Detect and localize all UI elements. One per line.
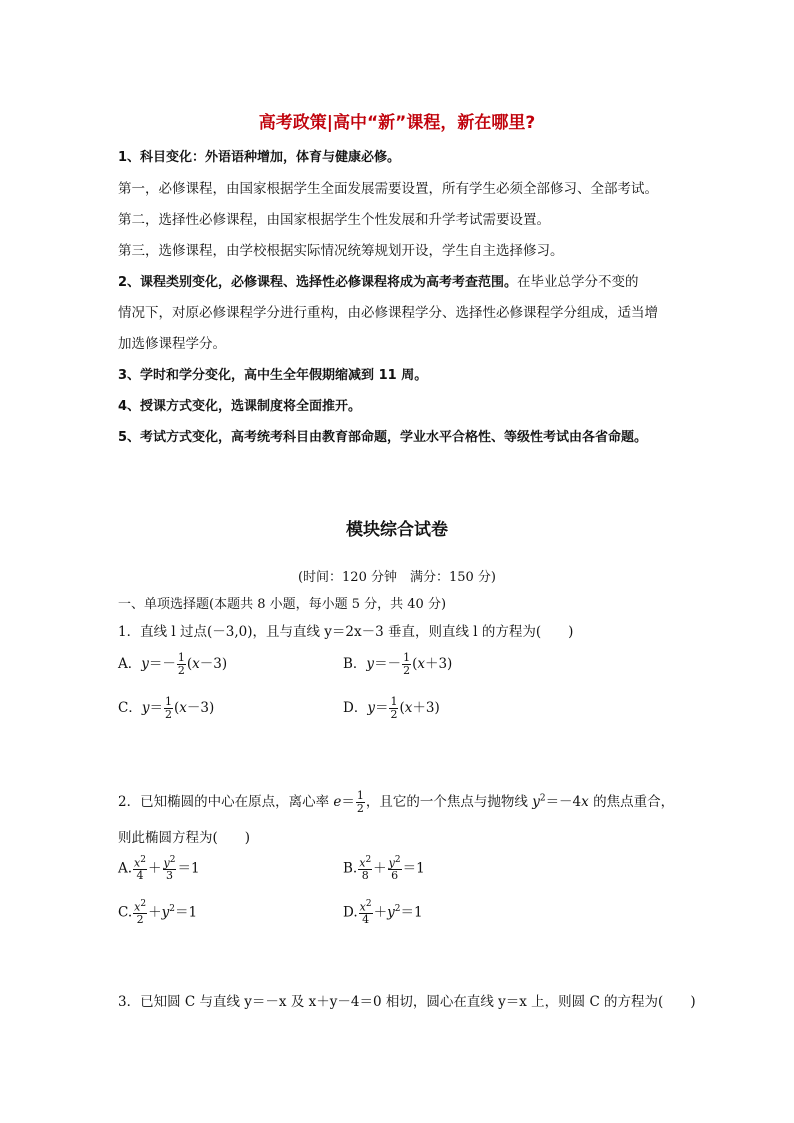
q1-stem: 1．直线 l 过点(－3,0)，且与直线 y＝2x－3 垂直，则直线 l 的方程为( ) xyxy=(118,624,574,640)
item-course-category xyxy=(118,270,639,290)
exam-time-info: (时间：120 分钟 满分：150 分) xyxy=(297,570,497,585)
item-course-category-line2: 情况下，对原必修课程学分进行重构，由必修课程学分、选择性必修课程学分组成，适当增 xyxy=(118,305,658,321)
item-course-category-line3: 加选修课程学分。 xyxy=(118,336,226,352)
item-credit-change: 3、学时和学分变化，高中生全年假期缩减到 11 周。 xyxy=(118,368,428,383)
item-exam-change: 5、考试方式变化，高考统考科目由教育部命题，学业水平合格性、等级性考试由各省命题。 xyxy=(118,430,648,445)
q2-stem-line1: 2．已知椭圆的中心在原点，离心率 e＝ $\frac{1}{2}$ ，且它的一个焦点与抛物线 $y^2=-4x$ 的焦点重合， xyxy=(118,789,675,815)
article-title: 高考政策|高中“新”课程，新在哪里? xyxy=(258,113,536,133)
item-teaching-change: 4、授课方式变化，选课制度将全面推开。 xyxy=(118,399,362,414)
q1-option-b: B．y＝－ $\frac{1}{2}$ (x＋3) xyxy=(343,651,453,677)
item-course-category-bold: 2、课程类别变化，必修课程、选择性必修课程将成为高考考查范围。 xyxy=(118,275,518,290)
q2-option-d: D. $\frac{x^2}{4}$ $+y^2=1$ xyxy=(343,899,423,927)
q2-option-b: B. $\frac{x^2}{8}$ ＋ $\frac{y^2}{6}$ ＝1 xyxy=(343,855,425,883)
q3-stem: 3．已知圆 C 与直线 y＝－x 及 x＋y－4＝0 相切，圆心在直线 y＝x 上，则圆 C 的方程为( ) xyxy=(118,994,696,1010)
item-subject-change: 1、科目变化：外语语种增加，体育与健康必修。 xyxy=(118,150,401,165)
q1-option-d: D．y＝ $\frac{1}{2}$ (x＋3) xyxy=(343,695,440,721)
item-required-courses: 第一，必修课程，由国家根据学生全面发展需要设置，所有学生必须全部修习、全部考试。 xyxy=(118,181,658,197)
section-single-choice: 一、单项选择题(本题共 8 小题，每小题 5 分，共 40 分) xyxy=(118,597,447,612)
item-elective-required: 第二，选择性必修课程，由国家根据学生个性发展和升学考试需要设置。 xyxy=(118,212,550,228)
q2-option-c: C. $\frac{x^2}{2}$ $+y^2=1$ xyxy=(118,899,198,927)
item-course-category-rest: 在毕业总学分不变的 xyxy=(517,274,639,290)
q1-option-a: A．y＝－ $\frac{1}{2}$ (x－3) xyxy=(118,651,228,677)
item-elective: 第三，选修课程，由学校根据实际情况统筹规划开设，学生自主选择修习。 xyxy=(118,243,564,259)
exam-title: 模块综合试卷 xyxy=(346,520,448,540)
q1-option-c: C．y＝ $\frac{1}{2}$ (x－3) xyxy=(118,695,215,721)
q2-option-a: A. $\frac{x^2}{4}$ ＋ $\frac{y^2}{3}$ ＝1 xyxy=(118,855,200,883)
q2-stem-line2: 则此椭圆方程为( ) xyxy=(118,830,251,846)
